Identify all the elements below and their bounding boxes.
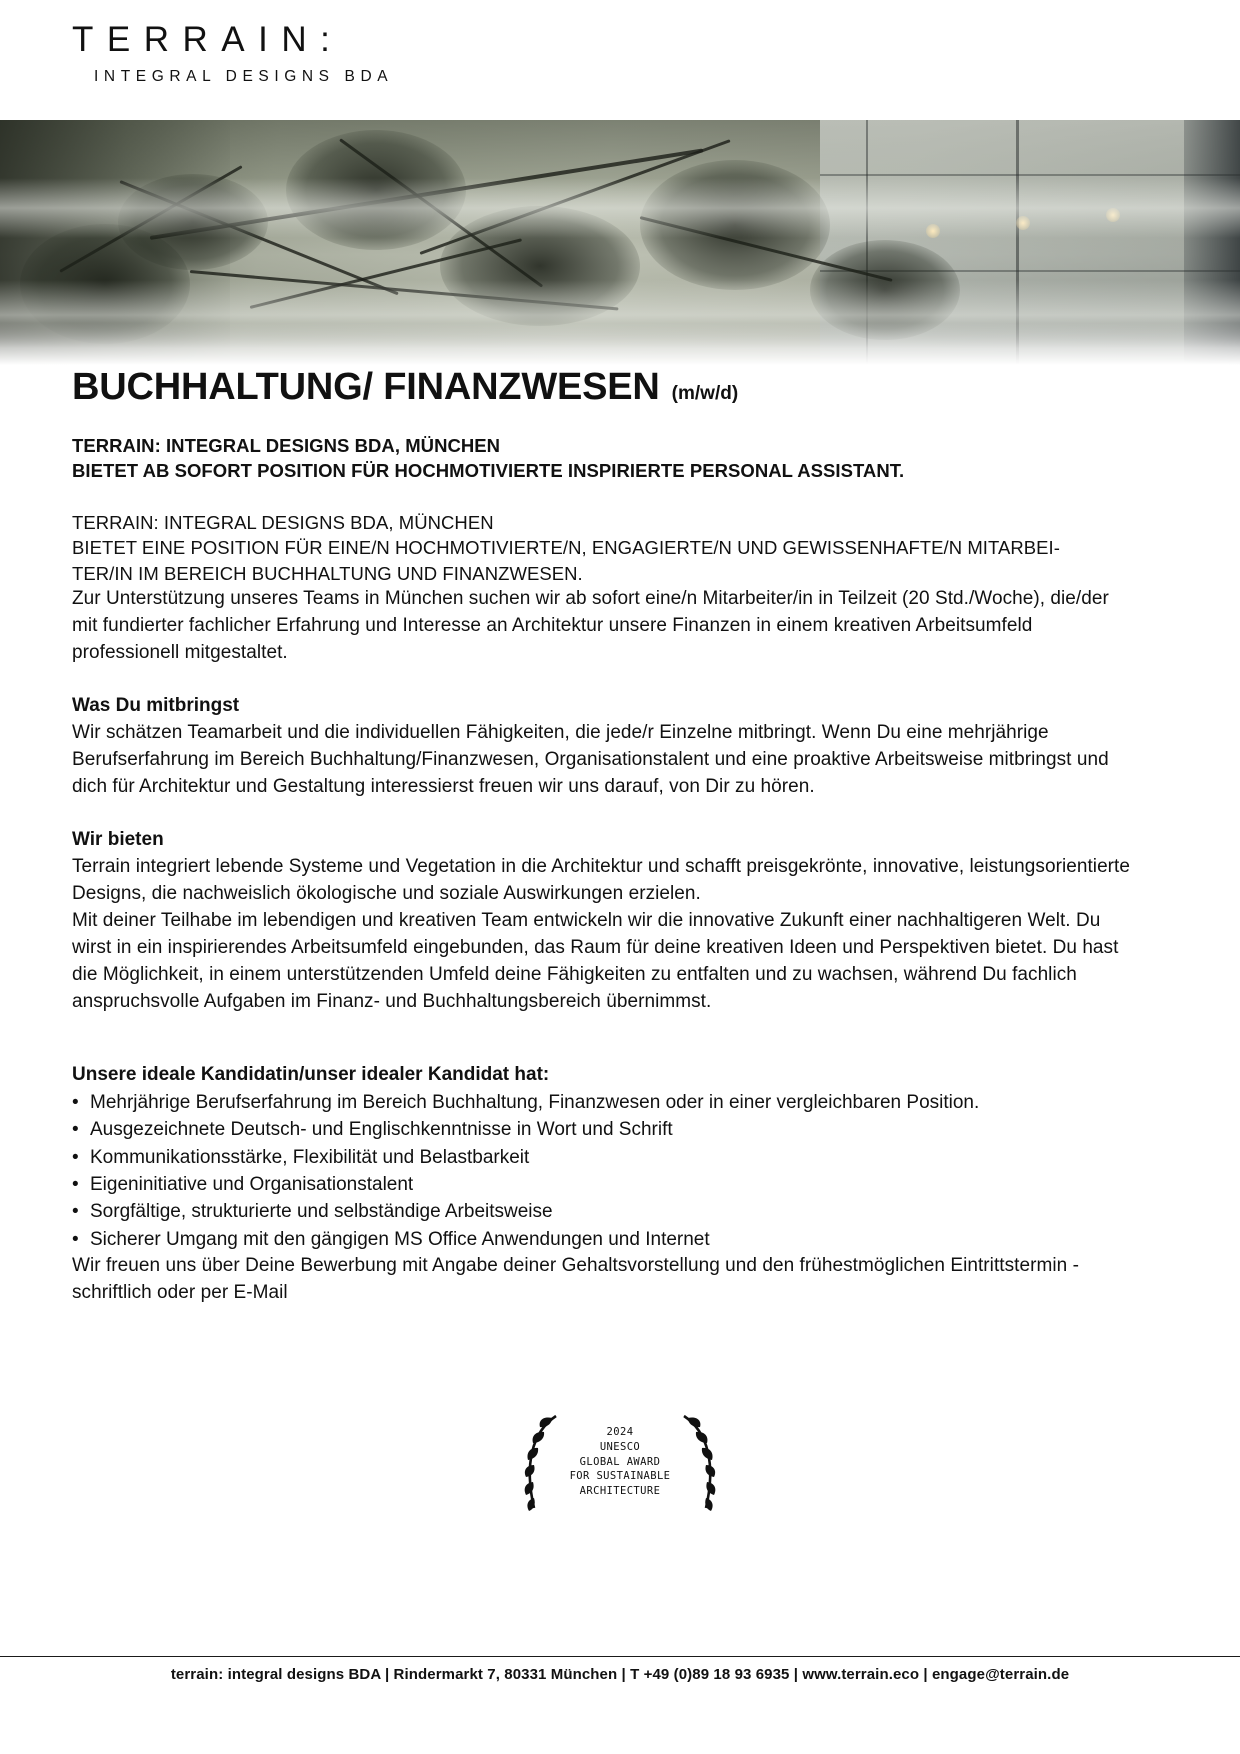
headline-bold-line-1: TERRAIN: INTEGRAL DESIGNS BDA, MÜNCHEN — [72, 434, 501, 456]
award-org: UNESCO — [599, 1440, 641, 1453]
section-body: Terrain integriert lebende Systeme und Vegetation in die Architektur und schafft preisgekrönte, innovative, leistungsorientierte Designs, die nachweislich ökologische und soziale Auswirkungen erzielen. — [72, 856, 1131, 905]
headline-regular-line-2: BIETET EINE POSITION FÜR EINE/N HOCHMOTIVIERTE/N, ENGAGIERTE/N UND GEWISSENHAFTE/N MITARBEI- — [72, 537, 1060, 559]
footer-divider — [0, 1656, 1240, 1657]
headline-regular — [72, 510, 1132, 587]
list-item: • Mehrjährige Berufserfahrung im Bereich Buchhaltung, Finanzwesen oder in einer vergleichbaren Position. — [72, 1089, 1132, 1116]
award-year: 2024 — [606, 1425, 634, 1438]
laurel-wreath-left-icon — [516, 1412, 562, 1512]
logo-wordmark: TERRAIN: — [72, 20, 344, 59]
headline-regular-line-3: TER/IN IM BEREICH BUCHHALTUNG UND FINANZWESEN. — [72, 562, 583, 584]
award-category-2: ARCHITECTURE — [579, 1485, 661, 1498]
hero-mullion — [820, 174, 1240, 176]
section-was-du-mitbringst — [72, 693, 1132, 801]
list-item: • Kommunikationsstärke, Flexibilität und Belastbarkeit — [72, 1144, 1132, 1171]
headline-bold-line-2: BIETET AB SOFORT POSITION FÜR HOCHMOTIVIERTE INSPIRIERTE PERSONAL ASSISTANT. — [72, 460, 905, 482]
requirements-heading: Unsere ideale Kandidatin/unser idealer Kandidat hat: — [72, 1064, 550, 1086]
headline-regular-line-1: TERRAIN: INTEGRAL DESIGNS BDA, MÜNCHEN — [72, 511, 494, 533]
section-wir-bieten — [72, 827, 1132, 1016]
award-text — [570, 1425, 671, 1500]
award-category-1: FOR SUSTAINABLE — [569, 1470, 671, 1483]
headline-bold — [72, 433, 1132, 484]
section-body: Wir schätzen Teamarbeit und die individuellen Fähigkeiten, die jede/r Einzelne mitbringt. Wenn Du eine mehrjährige Berufserfahrung im Bereich Buchhaltung/Finanzwesen, Organisationstalent und eine proaktive Arbeitsweise mitbringst und dich für Architektur und Gestaltung interessierst freuen wir uns darauf, von Dir zu hören. — [72, 722, 1109, 798]
list-item: • Sorgfältige, strukturierte und selbständige Arbeitsweise — [72, 1198, 1132, 1225]
section-heading: Wir bieten — [72, 829, 164, 851]
hero-fade — [0, 323, 1240, 365]
page-title — [72, 368, 1132, 408]
section-heading: Was Du mitbringst — [72, 695, 240, 717]
intro-paragraph: Zur Unterstützung unseres Teams in München suchen wir ab sofort eine/n Mitarbeiter/in in Teilzeit (20 Std./Woche), die/der mit fundierter fachlicher Erfahrung und Interesse an Architektur unsere Finanzen in einem kreativen Arbeitsumfeld professionell mitgestaltet. — [72, 588, 1109, 664]
job-posting-content — [72, 368, 1132, 1307]
list-item: • Sicherer Umgang mit den gängigen MS Office Anwendungen und Internet — [72, 1226, 1132, 1253]
job-title-text: BUCHHALTUNG/ FINANZWESEN — [72, 366, 660, 408]
closing-paragraph: Wir freuen uns über Deine Bewerbung mit Angabe deiner Gehaltsvorstellung und den frühestmöglichen Eintrittstermin - schriftlich oder per E-Mail — [72, 1255, 1079, 1304]
gender-note: (m/w/d) — [671, 383, 739, 404]
footer-contact: terrain: integral designs BDA | Rindermarkt 7, 80331 München | T +49 (0)89 18 93 6935 | www.terrain.eco | engage@terrain.de — [170, 1666, 1070, 1683]
award-seal — [0, 1412, 1240, 1512]
laurel-wreath-right-icon — [678, 1412, 724, 1512]
company-logo — [72, 22, 472, 86]
list-item: • Ausgezeichnete Deutsch- und Englischkenntnisse in Wort und Schrift — [72, 1116, 1132, 1143]
list-item: • Eigeninitiative und Organisationstalent — [72, 1171, 1132, 1198]
logo-tagline: INTEGRAL DESIGNS BDA — [94, 67, 394, 85]
hero-mist — [0, 178, 1240, 238]
section-body-2: Mit deiner Teilhabe im lebendigen und kreativen Team entwickeln wir die innovative Zukunft einer nachhaltigeren Welt. Du wirst in ein inspirierendes Arbeitsumfeld eingebunden, das Raum für deine kreativen Ideen und Perspektiven bietet. Du hast die Möglichkeit, in einem unterstützenden Umfeld deine Fähigkeiten zu entfalten und zu wachsen, während Du fachlich anspruchsvolle Aufgaben im Finanz- und Buchhaltungsbereich übernimmst. — [72, 910, 1119, 1013]
section-requirements — [72, 1062, 1132, 1253]
hero-image — [0, 120, 1240, 365]
requirements-list — [72, 1089, 1132, 1253]
award-name: GLOBAL AWARD — [579, 1455, 661, 1468]
